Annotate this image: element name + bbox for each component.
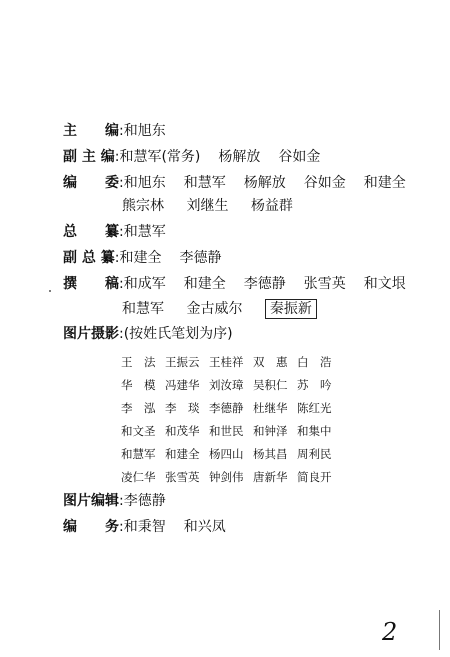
photographer-name: 李德静: [209, 400, 244, 415]
photographer-name: 王振云: [165, 354, 200, 369]
chief-compiler-row: 总 纂 : 和慧军: [63, 221, 184, 241]
photographer-name: 凌仁华: [121, 469, 156, 484]
editorial-affairs-name: 和秉智: [123, 519, 166, 535]
photographer-grid: [121, 350, 361, 488]
photographer-name: 周利民: [297, 446, 332, 461]
photographer-name: 张雪英: [165, 469, 200, 484]
photographer-name: 华 模: [121, 377, 156, 392]
photography-row: 图片摄影 : (按姓氏笔划为序): [63, 323, 251, 343]
photographer-name: 双 惠: [253, 354, 288, 369]
photographer-name: 和慧军: [121, 446, 156, 461]
photography-label: 图片摄影: [63, 326, 119, 342]
chief-compiler-name: 和慧军: [123, 224, 166, 240]
page-number: 2: [382, 618, 398, 646]
editorial-board-member: 和旭东: [123, 175, 166, 191]
photographer-row: [121, 373, 361, 396]
photographer-row: [121, 419, 361, 442]
deputy-chief-editor-label: 副 主 编: [63, 149, 115, 165]
photography-note: (按姓氏笔划为序): [123, 326, 233, 342]
scan-edge-mark: [439, 610, 440, 650]
deputy-chief-compiler-row: 副 总 纂 : 和建全 李德静: [63, 247, 239, 267]
photographer-name: 杜继华: [253, 400, 288, 415]
photographer-row: [121, 350, 361, 373]
editorial-board-label: 编 委: [63, 175, 119, 191]
writer-name: 和慧军: [122, 301, 164, 317]
chief-editor-row: 主 编 : 和旭东: [63, 120, 184, 140]
photographer-name: 李 琰: [165, 400, 200, 415]
photographer-name: 陈红光: [297, 400, 332, 415]
scan-speck: [49, 290, 51, 292]
writer-name: 和建全: [183, 276, 226, 292]
photographer-name: 唐新华: [253, 469, 288, 484]
editorial-affairs-name: 和兴凤: [183, 519, 226, 535]
chief-compiler-label: 总 纂: [63, 224, 119, 240]
photographer-name: 和钟泽: [253, 423, 288, 438]
photographer-name: 简良开: [297, 469, 332, 484]
writers-continuation: [122, 298, 335, 318]
photographer-row: [121, 396, 361, 419]
photographer-row: [121, 465, 361, 488]
photo-editor-name: 李德静: [123, 493, 166, 509]
photographer-row: [121, 442, 361, 465]
writer-name: 和文垠: [363, 276, 406, 292]
writer-name-boxed: 秦振新: [265, 299, 317, 319]
deputy-chief-compiler-name: 和建全: [119, 250, 162, 266]
photographer-name: 钟剑伟: [209, 469, 244, 484]
photographer-name: 白 浩: [297, 354, 332, 369]
writers-label: 撰 稿: [63, 276, 119, 292]
photographer-name: 吴积仁: [253, 377, 288, 392]
writer-name: 张雪英: [303, 276, 346, 292]
writers-row: 撰 稿 : 和成军 和建全 李德静 张雪英 和文垠: [63, 273, 424, 293]
photographer-name: 和茂华: [165, 423, 200, 438]
photographer-name: 和集中: [297, 423, 332, 438]
photographer-name: 杨其昌: [253, 446, 288, 461]
photographer-name: 刘汝璋: [209, 377, 244, 392]
deputy-chief-editor-name: 杨解放: [218, 149, 261, 165]
editorial-board-member: 谷如金: [303, 175, 346, 191]
photographer-name: 和建全: [165, 446, 200, 461]
deputy-chief-compiler-label: 副 总 纂: [63, 250, 115, 266]
editorial-board-member: 和慧军: [183, 175, 226, 191]
chief-editor-label: 主 编: [63, 123, 119, 139]
photographer-name: 苏 吟: [297, 377, 332, 392]
writer-name: 李德静: [243, 276, 286, 292]
editorial-board-member: 刘继生: [186, 198, 229, 214]
deputy-chief-compiler-name: 李德静: [179, 250, 222, 266]
photo-editor-label: 图片编辑: [63, 493, 119, 509]
photo-editor-row: 图片编辑 : 李德静: [63, 490, 184, 510]
editorial-board-member: 熊宗林: [122, 198, 164, 214]
photographer-name: 和世民: [209, 423, 244, 438]
writer-name: 和成军: [123, 276, 166, 292]
editorial-board-member: 杨解放: [243, 175, 286, 191]
editorial-board-row: 编 委 : 和旭东 和慧军 杨解放 谷如金 和建全: [63, 172, 424, 192]
editorial-board-member: 杨益群: [250, 198, 293, 214]
photographer-name: 王桂祥: [209, 354, 244, 369]
editorial-board-continuation: [122, 195, 311, 215]
deputy-chief-editor-name: 谷如金: [278, 149, 321, 165]
deputy-chief-editor-row: 副 主 编 : 和慧军(常务) 杨解放 谷如金: [63, 146, 338, 166]
photographer-name: 杨四山: [209, 446, 244, 461]
editorial-board-member: 和建全: [363, 175, 406, 191]
photographer-name: 冯建华: [165, 377, 200, 392]
editorial-affairs-row: 编 务 : 和秉智 和兴凤: [63, 516, 244, 536]
writer-name: 金古威尔: [186, 301, 243, 317]
photographer-name: 和文圣: [121, 423, 156, 438]
photographer-name: 王 法: [121, 354, 156, 369]
chief-editor-name: 和旭东: [123, 123, 166, 139]
photographer-name: 李 泓: [121, 400, 156, 415]
deputy-chief-editor-name: 和慧军(常务): [119, 149, 201, 165]
editorial-affairs-label: 编 务: [63, 519, 119, 535]
